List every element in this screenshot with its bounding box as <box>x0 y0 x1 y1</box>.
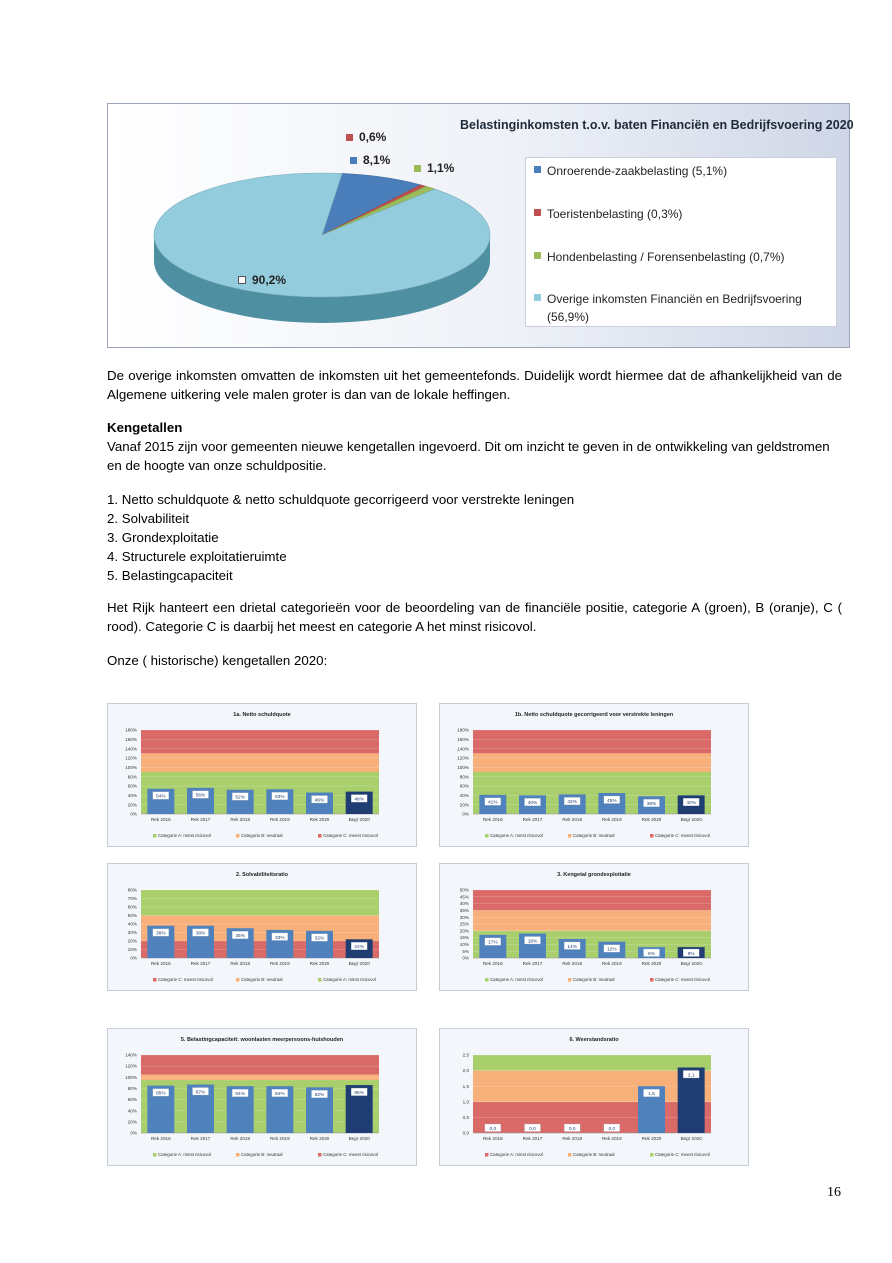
y-tick-label: 0% <box>130 955 137 961</box>
legend-label: Categorie C: meest risicovol <box>158 977 213 982</box>
risk-band <box>141 730 379 753</box>
legend-swatch <box>534 209 541 216</box>
y-tick-label: 60% <box>459 783 469 789</box>
y-tick-label: 100% <box>125 764 137 770</box>
y-tick-label: 140% <box>457 746 469 752</box>
data-label: 18% <box>527 939 538 945</box>
data-label: 40% <box>527 801 538 807</box>
legend-swatch <box>568 834 572 838</box>
y-tick-label: 120% <box>125 755 137 761</box>
legend-label: Categorie C: meest risicovol <box>655 977 710 982</box>
y-tick-label: 180% <box>125 727 137 733</box>
x-tick-label: Rek 2016 <box>482 961 503 966</box>
y-tick-label: 160% <box>457 736 469 742</box>
paragraph-text: Het Rijk hanteert een drietal categorieën voor de beoordeling van de financiële positie, categorie A (groen), B (oranje), C ( rood). Categorie C is daarbij het meest en categorie A het minst risicovol. <box>107 600 842 634</box>
x-tick-label: Rek 2018 <box>230 961 251 966</box>
pie-chart-title: Belastinginkomsten t.o.v. baten Financiën en Bedrijfsvoering 2020 <box>460 118 854 132</box>
y-tick-label: 40% <box>127 921 137 927</box>
legend-label: Categorie B: neutraal <box>241 833 283 838</box>
x-tick-label: Rek 2019 <box>601 1136 622 1141</box>
y-tick-label: 80% <box>127 1086 137 1092</box>
legend-swatch <box>568 1153 572 1157</box>
x-tick-label: Rek 2020 <box>641 1136 662 1141</box>
legend-swatch <box>485 834 489 838</box>
data-label: 35% <box>235 934 245 940</box>
y-tick-label: 40% <box>459 792 469 798</box>
data-label: 41% <box>488 800 498 806</box>
legend-swatch <box>534 166 541 173</box>
x-tick-label: Rek 2020 <box>641 817 662 822</box>
data-label: 0,0 <box>608 1126 616 1132</box>
data-label: 33% <box>275 935 285 941</box>
x-tick-label: Rek 2017 <box>522 1136 543 1141</box>
list-item: 4. Structurele exploitatieruimte <box>107 549 287 564</box>
x-tick-label: Rek 2018 <box>230 1136 251 1141</box>
x-tick-label: Rek 2017 <box>522 961 543 966</box>
y-tick-label: 120% <box>125 1063 137 1069</box>
data-label: 38% <box>646 802 657 808</box>
x-tick-label: Rek 2019 <box>269 817 290 822</box>
data-label: 54% <box>156 794 166 800</box>
legend-item: Onroerende-zaakbelasting (5,1%) <box>534 162 727 180</box>
y-tick-label: 80% <box>127 887 137 893</box>
legend-label: Categorie C: meest risicovol <box>323 1152 378 1157</box>
paragraph-overige-inkomsten <box>107 366 842 404</box>
legend-swatch <box>534 252 541 259</box>
y-tick-label: 30% <box>459 914 469 920</box>
pie-label-overige: 90,2% <box>238 273 286 287</box>
pie-label-swatch <box>238 276 246 284</box>
x-tick-label: Rek 2016 <box>150 1136 171 1141</box>
risk-band <box>473 772 711 814</box>
data-label: 0,0 <box>568 1126 576 1132</box>
y-tick-label: 40% <box>459 901 469 907</box>
paragraph-onze-kengetallen <box>107 651 842 670</box>
data-label: 38% <box>195 931 206 937</box>
legend-label: Categorie A: minst risicovol <box>158 833 211 838</box>
y-tick-label: 30% <box>127 930 137 936</box>
x-tick-label: Rek 2019 <box>601 961 622 966</box>
y-tick-label: 5% <box>462 948 469 954</box>
legend-item: Hondenbelasting / Forensenbelasting (0,7%) <box>534 248 784 266</box>
data-label: 48% <box>354 797 364 803</box>
chart-grondexploitatie <box>439 863 749 991</box>
legend-label: Categorie B: neutraal <box>241 1152 283 1157</box>
legend-label: Categorie A: minst risicovol <box>490 833 543 838</box>
chart-title: 1a. Netto schuldquote <box>233 712 291 718</box>
legend-label: Categorie B: neutraal <box>573 833 615 838</box>
legend-swatch <box>318 978 322 982</box>
data-label: 46% <box>314 798 325 804</box>
chart-weerstandsratio <box>439 1028 749 1166</box>
x-tick-label: Rek 2020 <box>641 961 662 966</box>
x-tick-label: Rek 2019 <box>269 1136 290 1141</box>
data-label: 87% <box>195 1090 206 1096</box>
list-item: 1. Netto schuldquote & netto schuldquote gecorrigeerd voor verstrekte leningen <box>107 492 575 507</box>
data-label: 8% <box>648 951 655 957</box>
data-label: 84% <box>275 1092 285 1097</box>
legend-swatch <box>153 834 157 838</box>
x-tick-label: Rek 2018 <box>562 961 583 966</box>
y-tick-label: 20% <box>127 938 137 944</box>
chart-title: 5. Belastingcapaciteit: woonlasten meerpersoons-huishouden <box>180 1037 344 1043</box>
risk-band <box>141 1080 379 1133</box>
section-heading: Kengetallen <box>107 420 183 435</box>
paragraph-text: Vanaf 2015 zijn voor gemeenten nieuwe kengetallen ingevoerd. Dit om inzicht te geven in de ontwikkeling van geldstromen en de hoogte van onze schuldpositie. <box>107 439 830 473</box>
legend-swatch <box>153 978 157 982</box>
data-label: 22% <box>354 945 364 951</box>
data-label: 56% <box>195 793 206 799</box>
chart-title: 6. Weerstandsratio <box>569 1037 619 1043</box>
y-tick-label: 0,0 <box>462 1130 469 1136</box>
legend-label: Categorie C: meest risicovol <box>323 833 378 838</box>
pie-label-swatch <box>414 165 421 172</box>
risk-band <box>473 753 711 772</box>
kengetallen-list <box>107 490 842 585</box>
legend-swatch <box>153 1153 157 1157</box>
data-label: 86% <box>354 1090 364 1096</box>
legend-swatch <box>485 978 489 982</box>
chart-title: 2. Solvabiliteitsratio <box>236 872 288 878</box>
chart-title: 1b. Netto schuldquote gecorrigeerd voor verstrekte leningen <box>514 712 674 718</box>
pie-chart-frame <box>107 103 854 348</box>
data-label: 45% <box>607 798 617 804</box>
risk-band <box>473 890 711 910</box>
x-tick-label: Begr 2020 <box>680 817 702 822</box>
y-tick-label: 50% <box>127 913 137 919</box>
legend-swatch <box>485 1153 489 1157</box>
x-tick-label: Rek 2016 <box>150 961 171 966</box>
data-label: 0,0 <box>489 1126 497 1132</box>
data-label: 1,5 <box>648 1092 655 1097</box>
y-tick-label: 80% <box>459 774 469 780</box>
data-label: 85% <box>156 1091 166 1097</box>
x-tick-label: Rek 2020 <box>309 817 330 822</box>
data-label: 32% <box>314 936 325 942</box>
data-label: 84% <box>235 1092 245 1097</box>
x-tick-label: Begr 2020 <box>680 1136 702 1141</box>
y-tick-label: 0% <box>462 811 469 817</box>
y-tick-label: 35% <box>459 908 469 913</box>
data-label: 53% <box>275 795 285 801</box>
pie-label-ozb: 8,1% <box>350 153 390 167</box>
legend-item: Overige inkomsten Financiën en Bedrijfsvoering (56,9%) <box>534 290 829 326</box>
data-label: 8% <box>687 951 695 957</box>
x-tick-label: Begr 2020 <box>348 817 370 822</box>
y-tick-label: 0,5 <box>462 1115 469 1120</box>
legend-swatch <box>318 834 322 838</box>
chart-title: 3. Kengetal grondexploitatie <box>557 872 631 878</box>
y-tick-label: 140% <box>125 746 137 752</box>
legend-label: Categorie A: minst risicovol <box>490 977 543 982</box>
legend-swatch <box>650 834 654 838</box>
y-tick-label: 20% <box>127 802 137 808</box>
risk-band <box>141 753 379 772</box>
y-tick-label: 70% <box>127 896 137 902</box>
risk-band <box>473 1055 711 1071</box>
chart-solvabiliteitsratio <box>107 863 417 991</box>
x-tick-label: Rek 2016 <box>150 817 171 822</box>
y-tick-label: 100% <box>457 764 469 770</box>
paragraph-text: Onze ( historische) kengetallen 2020: <box>107 653 328 668</box>
data-label: 38% <box>156 931 166 937</box>
risk-band <box>473 730 711 753</box>
y-tick-label: 40% <box>127 792 137 798</box>
data-label: 40% <box>686 801 696 807</box>
legend-swatch <box>236 1153 240 1157</box>
legend-label: Categorie A: minst risicovol <box>158 1152 211 1157</box>
risk-band <box>473 910 711 930</box>
x-tick-label: Rek 2018 <box>230 817 251 822</box>
y-tick-label: 50% <box>459 887 469 893</box>
x-tick-label: Begr 2020 <box>348 961 370 966</box>
legend-swatch <box>236 834 240 838</box>
y-tick-label: 45% <box>459 894 469 900</box>
legend-swatch <box>534 294 541 301</box>
data-label: 12% <box>607 947 617 953</box>
legend-swatch <box>568 978 572 982</box>
data-label: 2,1 <box>687 1073 695 1079</box>
y-tick-label: 2,0 <box>462 1068 469 1074</box>
risk-band <box>141 772 379 814</box>
legend-label: Categorie B: neutraal <box>573 1152 615 1157</box>
risk-band <box>141 916 379 942</box>
legend-swatch <box>650 978 654 982</box>
pie-legend <box>525 157 837 327</box>
y-tick-label: 100% <box>125 1074 137 1080</box>
data-label: 42% <box>567 800 577 806</box>
y-tick-label: 0% <box>130 1130 137 1136</box>
pie-label-toeristen: 0,6% <box>346 130 386 144</box>
data-label: 0,0 <box>529 1126 536 1132</box>
risk-band <box>141 890 379 916</box>
y-tick-label: 140% <box>125 1052 137 1058</box>
page-number: 16 <box>827 1185 841 1200</box>
y-tick-label: 20% <box>459 928 469 934</box>
pie-slice <box>154 173 490 297</box>
x-tick-label: Rek 2016 <box>482 1136 503 1141</box>
list-item: 2. Solvabiliteit <box>107 511 190 526</box>
legend-label: Categorie B: neutraal <box>241 977 283 982</box>
y-tick-label: 60% <box>127 904 137 910</box>
chart-netto-schuldquote-gecorrigeerd <box>439 703 749 847</box>
x-tick-label: Begr 2020 <box>680 961 702 966</box>
pie-label-swatch <box>346 134 353 141</box>
y-tick-label: 180% <box>457 727 469 733</box>
x-tick-label: Rek 2017 <box>190 961 211 966</box>
chart-belastingcapaciteit <box>107 1028 417 1166</box>
legend-label: Categorie C: meest risicovol <box>655 833 710 838</box>
data-label: 82% <box>314 1093 325 1099</box>
paragraph-rijk <box>107 598 842 636</box>
y-tick-label: 120% <box>457 755 469 761</box>
paragraph-text: De overige inkomsten omvatten de inkomsten uit het gemeentefonds. Duidelijk wordt hiermee dat de afhankelijkheid van de Algemene uitkering vele malen groter is dan van de lokale heffingen. <box>107 368 842 402</box>
x-tick-label: Rek 2018 <box>562 817 583 822</box>
list-item: 5. Belastingcapaciteit <box>107 568 233 583</box>
y-tick-label: 20% <box>459 802 469 808</box>
y-tick-label: 160% <box>125 736 137 742</box>
y-tick-label: 10% <box>127 947 137 953</box>
x-tick-label: Rek 2017 <box>190 817 211 822</box>
y-tick-label: 60% <box>127 1097 137 1103</box>
legend-item: Toeristenbelasting (0,3%) <box>534 205 682 223</box>
data-label: 14% <box>567 944 577 950</box>
x-tick-label: Rek 2019 <box>269 961 290 966</box>
legend-swatch <box>318 1153 322 1157</box>
legend-swatch <box>650 1153 654 1157</box>
y-tick-label: 0% <box>462 955 469 961</box>
y-tick-label: 25% <box>459 921 469 927</box>
x-tick-label: Rek 2019 <box>601 817 622 822</box>
list-item: 3. Grondexploitatie <box>107 530 219 545</box>
x-tick-label: Rek 2017 <box>190 1136 211 1141</box>
y-tick-label: 20% <box>127 1119 137 1125</box>
x-tick-label: Rek 2020 <box>309 961 330 966</box>
legend-label: Categorie A: minst risicovol <box>490 1152 543 1157</box>
y-tick-label: 0% <box>130 811 137 817</box>
y-tick-label: 1,0 <box>462 1099 469 1105</box>
y-tick-label: 2,5 <box>462 1052 469 1058</box>
x-tick-label: Rek 2017 <box>522 817 543 822</box>
risk-band <box>141 1055 379 1075</box>
y-tick-label: 60% <box>127 783 137 789</box>
x-tick-label: Rek 2018 <box>562 1136 583 1141</box>
legend-label: Categorie B: neutraal <box>573 977 615 982</box>
chart-netto-schuldquote <box>107 703 417 847</box>
pie-label-honden: 1,1% <box>414 161 454 175</box>
data-label: 52% <box>235 795 245 801</box>
x-tick-label: Begr 2020 <box>348 1136 370 1141</box>
x-tick-label: Rek 2016 <box>482 817 503 822</box>
pie-label-swatch <box>350 157 357 164</box>
y-tick-label: 15% <box>459 935 469 941</box>
legend-label: Categorie C: meest risicovol <box>655 1152 710 1157</box>
section-kengetallen <box>107 418 842 475</box>
legend-swatch <box>236 978 240 982</box>
x-tick-label: Rek 2020 <box>309 1136 330 1141</box>
y-tick-label: 80% <box>127 774 137 780</box>
y-tick-label: 40% <box>127 1108 137 1114</box>
y-tick-label: 10% <box>459 942 469 947</box>
data-label: 17% <box>488 940 498 946</box>
legend-label: Categorie A: minst risicovol <box>323 977 376 982</box>
y-tick-label: 1,5 <box>462 1083 469 1089</box>
